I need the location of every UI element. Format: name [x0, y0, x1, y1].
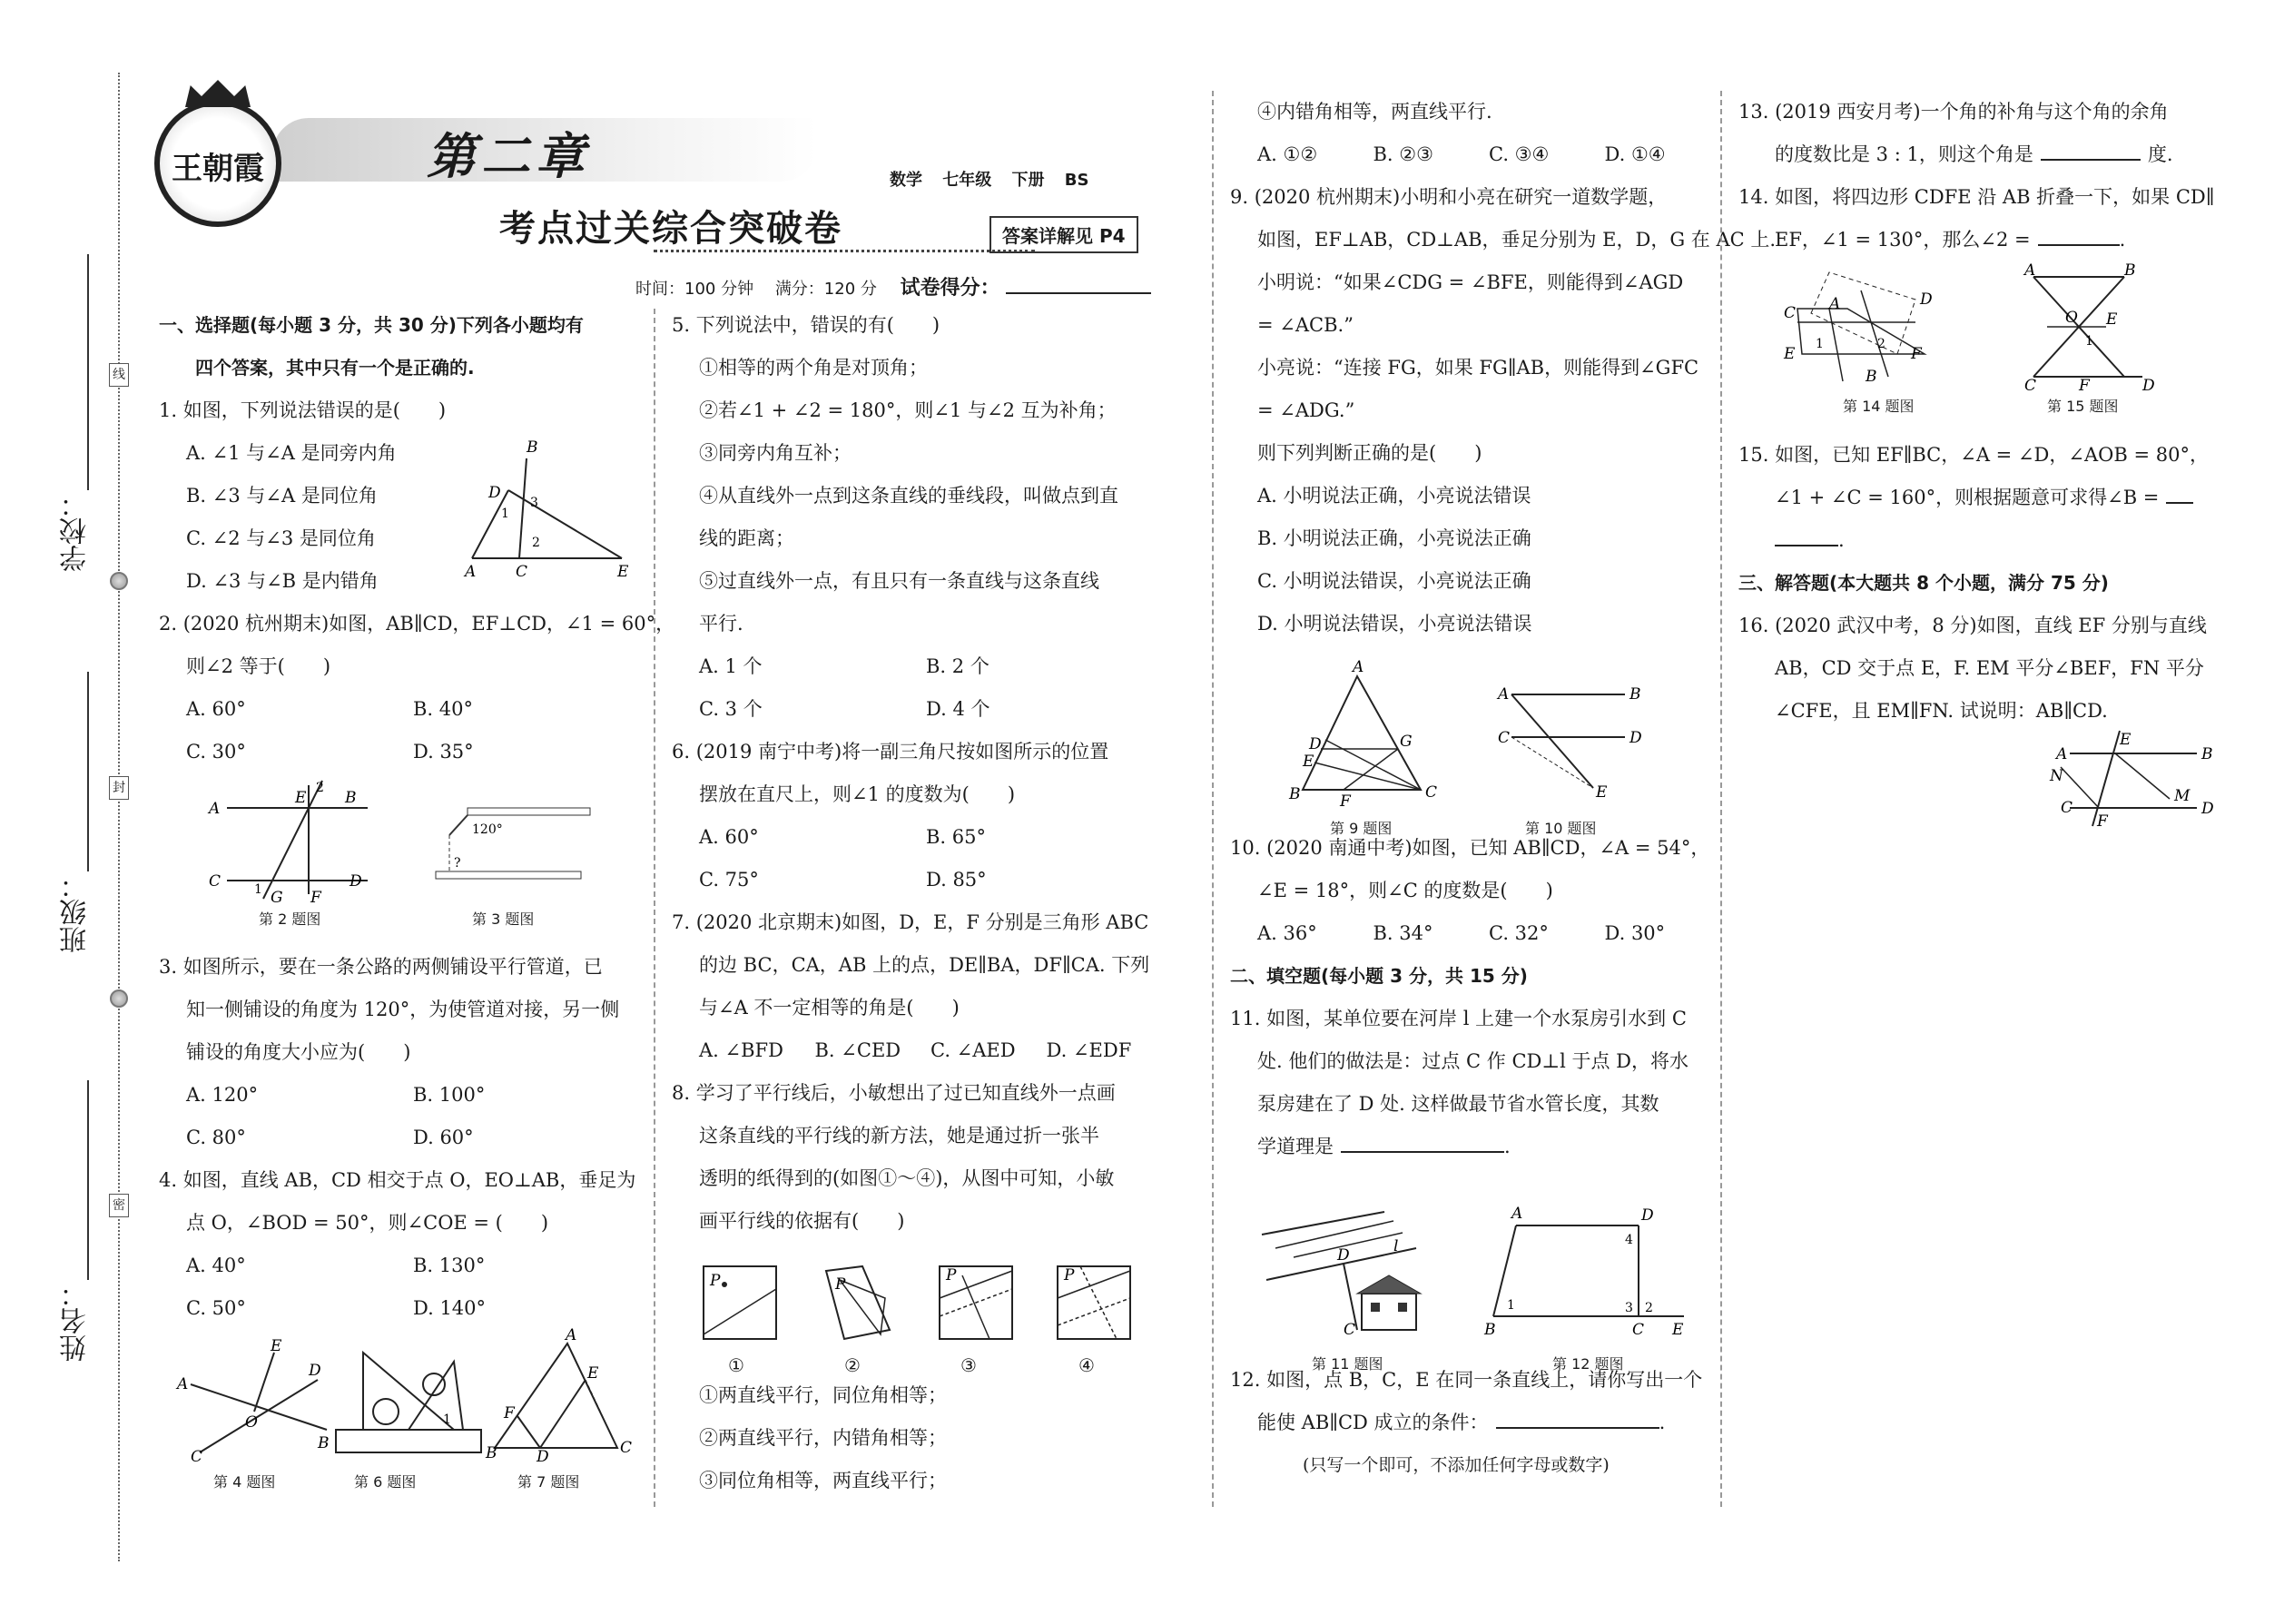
question-13: 13. (2019 西安月考)一个角的补角与这个角的余角 — [1738, 101, 2169, 123]
svg-text:A: A — [465, 563, 477, 581]
svg-text:2: 2 — [1645, 1301, 1653, 1315]
question-1: 1. 如图，下列说法错误的是( ) — [159, 399, 447, 421]
option: C. 80° — [186, 1127, 246, 1148]
svg-text:D: D — [1920, 290, 1933, 309]
figure-q14 — [1779, 268, 1943, 386]
options-row — [159, 1245, 649, 1287]
option: A. 36° — [1257, 922, 1317, 944]
svg-text:1: 1 — [501, 507, 509, 521]
section-heading: 一、选择题(每小题 3 分，共 30 分)下列各小题均有 — [159, 314, 584, 336]
column-divider — [1720, 91, 1722, 1507]
option: C. 3 个 — [699, 698, 763, 720]
question-11: 11. 如图，某单位要在河岸 l 上建一个水泵房引水到 C — [1230, 1008, 1687, 1029]
cut-line — [118, 73, 120, 1561]
svg-text:B: B — [2124, 261, 2136, 280]
answer-reference: 答案详解见 P4 — [989, 216, 1138, 253]
figure-q1 — [454, 436, 635, 581]
svg-text:F: F — [2079, 377, 2090, 395]
option: D. ①④ — [1604, 143, 1666, 165]
svg-text:D: D — [537, 1448, 549, 1466]
question-4: 4. 如图，直线 AB，CD 相交于点 O，EO⊥AB，垂足为 — [159, 1169, 636, 1191]
svg-text:B: B — [486, 1444, 497, 1462]
svg-text:C: C — [1344, 1321, 1356, 1339]
figure-q11 — [1257, 1207, 1430, 1343]
crown-icon — [185, 80, 251, 107]
statement: ②两直线平行，内错角相等； — [699, 1427, 947, 1449]
figure-caption: 第 10 题图 — [1525, 820, 1597, 837]
svg-text:D: D — [1337, 1246, 1350, 1265]
options-row — [672, 688, 1162, 731]
question-8-cont: 这条直线的平行线的新方法，她是通过折一张半 — [699, 1125, 1099, 1147]
statement: ③同位角相等，两直线平行； — [699, 1470, 947, 1491]
svg-text:B: B — [1866, 368, 1877, 386]
option: B. ∠CED — [814, 1039, 901, 1061]
figure-label: ② — [844, 1354, 861, 1376]
figure-q4 — [172, 1337, 336, 1466]
svg-text:A: A — [566, 1326, 577, 1344]
svg-text:E: E — [2120, 731, 2132, 749]
svg-text:P: P — [835, 1275, 846, 1294]
figure-q15 — [2020, 261, 2156, 395]
column-divider — [1212, 91, 1214, 1507]
subject-tags: 数学 七年级 下册 BS — [890, 171, 1089, 190]
exam-time: 时间：100 分钟 — [635, 280, 754, 299]
option: D. ∠3 与∠B 是内错角 — [186, 570, 379, 592]
option: B. 34° — [1373, 922, 1433, 944]
svg-text:E: E — [271, 1337, 282, 1355]
option: D. 4 个 — [926, 698, 990, 720]
svg-text:F: F — [2097, 812, 2108, 831]
option: A. ①② — [1257, 143, 1318, 165]
figure-q12 — [1480, 1207, 1689, 1343]
answer-blank[interactable] — [1496, 1427, 1659, 1429]
paper-title: 考点过关综合突破卷 — [499, 208, 842, 250]
exam-full-score: 满分：120 分 — [774, 280, 877, 299]
question-6: 6. (2019 南宁中考)将一副三角尺按如图所示的位置 — [672, 741, 1109, 763]
brand-logo: 王朝霞 — [154, 100, 281, 227]
figure-caption: 第 9 题图 — [1330, 820, 1393, 837]
figure-q7 — [486, 1326, 633, 1466]
option: C. ∠AED — [930, 1039, 1016, 1061]
binding-hole-icon — [110, 572, 128, 590]
svg-text:1: 1 — [254, 882, 262, 897]
svg-text:C: C — [209, 872, 222, 891]
name-blank[interactable] — [87, 1080, 89, 1280]
figure-caption: 第 2 题图 — [259, 910, 321, 928]
question-16-cont: ∠CFE，且 EM∥FN. 试说明：AB∥CD. — [1775, 700, 2108, 722]
column-divider — [654, 309, 655, 1507]
question-14: 14. 如图，将四边形 CDFE 沿 AB 折叠一下，如果 CD∥ — [1738, 186, 2215, 208]
statement: ①相等的两个角是对顶角； — [699, 357, 928, 379]
options-row — [159, 1117, 649, 1159]
question-11-cont: 处. 他们的做法是：过点 C 作 CD⊥l 于点 D，将水 — [1257, 1050, 1689, 1072]
figure-caption: 第 6 题图 — [354, 1473, 417, 1491]
question-9-cont: 如图，EF⊥AB，CD⊥AB，垂足分别为 E，D，G 在 AC 上. — [1257, 229, 1777, 251]
figure-label: ① — [728, 1354, 744, 1376]
svg-text:C: C — [1498, 729, 1511, 747]
svg-text:1: 1 — [1816, 337, 1824, 351]
options-row — [159, 731, 649, 773]
svg-text:B: B — [345, 789, 357, 807]
svg-text:E: E — [617, 563, 629, 581]
svg-text:C: C — [516, 563, 528, 581]
svg-text:N: N — [2050, 767, 2063, 785]
seal-mark: 线 — [109, 363, 129, 387]
option: C. 小明说法错误，小亮说法正确 — [1257, 570, 1531, 592]
svg-text:2: 2 — [316, 781, 324, 795]
option: D. 85° — [926, 869, 987, 891]
question-8: 8. 学习了平行线后，小敏想出了过已知直线外一点画 — [672, 1082, 1116, 1104]
question-11-cont: 泵房建在了 D 处. 这样做最节省水管长度，其数 — [1257, 1093, 1659, 1115]
option: C. 75° — [699, 869, 759, 891]
svg-text:l: l — [1393, 1237, 1399, 1255]
statement: ③同旁内角互补； — [699, 442, 852, 464]
svg-text:O: O — [245, 1413, 258, 1432]
house-icon — [1362, 1294, 1416, 1330]
option: C. ∠2 与∠3 是同位角 — [186, 527, 376, 549]
score-blank[interactable] — [1006, 292, 1151, 294]
statement: ①两直线平行，同位角相等； — [699, 1384, 947, 1406]
option: A. ∠BFD — [699, 1039, 783, 1061]
question-16: 16. (2020 武汉中考，8 分)如图，直线 EF 分别与直线 — [1738, 615, 2207, 636]
column-4: 13. (2019 西安月考)一个角的补角与这个角的余角 的度数比是 3 : 1，则这个角是 度. 14. 如图，将四边形 CDFE 沿 AB 折叠一下，如果 CD∥ EF，∠1 = 130°，那么∠2 = . 15. 如图，已知 EF∥BC，∠A = ∠D，∠AOB = 80°， ∠1 + ∠C = 160°，则根据题意可求得∠B = . 三、解答题(本大题共 8 个小题，满分 75 分) 16. (2020 武汉中考，8 分)如图，直线 EF 分别与直线 AB，CD 交于点 E，F. EM 平分∠BEF，FN 平分 ∠CFE，且 EM∥FN. 试说明：AB∥CD. — [1738, 91, 2229, 733]
svg-text:C: C — [2061, 799, 2073, 817]
svg-text:D: D — [488, 484, 501, 502]
svg-text:B: B — [318, 1434, 330, 1452]
option: C. 32° — [1489, 922, 1549, 944]
binding-hole-icon — [110, 989, 128, 1008]
question-3-cont: 知一侧铺设的角度为 120°，为使管道对接，另一侧 — [186, 999, 620, 1020]
svg-text:E: E — [587, 1364, 599, 1383]
school-label: 学校： — [60, 490, 92, 572]
option: A. 120° — [186, 1084, 259, 1106]
svg-text:D: D — [350, 872, 362, 891]
answer-blank[interactable] — [1775, 545, 1838, 546]
option: B. 100° — [413, 1084, 486, 1106]
svg-text:E: E — [1303, 753, 1314, 771]
statement: 线的距离； — [699, 527, 794, 549]
statement: 平行. — [699, 613, 743, 635]
question-13-cont: 的度数比是 3 : 1，则这个角是 度. — [1775, 143, 2173, 165]
svg-text:C: C — [1632, 1321, 1645, 1339]
question-9-cont: = ∠ACB.” — [1257, 314, 1354, 336]
svg-text:E: E — [295, 789, 307, 807]
option: D. 30° — [1604, 922, 1666, 944]
question-3-cont: 铺设的角度大小应为( ) — [186, 1041, 411, 1063]
option: D. 小明说法错误，小亮说法错误 — [1257, 613, 1532, 635]
question-11-cont: 学道理是 . — [1257, 1136, 1511, 1157]
chapter-title: 第二章 — [427, 128, 590, 185]
option: D. 35° — [413, 741, 474, 763]
svg-text:A: A — [1829, 295, 1841, 313]
svg-text:A: A — [2024, 261, 2036, 280]
svg-text:D: D — [1641, 1206, 1654, 1225]
question-15-cont: ∠1 + ∠C = 160°，则根据题意可求得∠B = — [1738, 477, 2229, 519]
svg-text:2: 2 — [532, 536, 540, 550]
figure-label: ③ — [960, 1354, 977, 1376]
section-heading: 三、解答题(本大题共 8 个小题，满分 75 分) — [1738, 572, 2109, 594]
binding-strip — [0, 0, 136, 1624]
question-12: 12. 如图，点 B，C，E 在同一条直线上，请你写出一个 — [1230, 1369, 1703, 1391]
option: B. 130° — [413, 1255, 486, 1276]
option: B. 40° — [413, 698, 474, 720]
question-8-cont: 画平行线的依据有( ) — [699, 1210, 905, 1232]
figure-label: ④ — [1078, 1354, 1095, 1376]
section-heading: 四个答案，其中只有一个是正确的. — [195, 357, 475, 379]
question-9-cont: 小亮说：“连接 FG，如果 FG∥AB，则能得到∠GFC — [1257, 357, 1699, 379]
question-3: 3. 如图所示，要在一条公路的两侧铺设平行管道，已 — [159, 956, 603, 978]
svg-text:P: P — [946, 1266, 957, 1284]
options-row — [672, 645, 1162, 688]
option: D. 140° — [413, 1297, 487, 1319]
svg-text:M: M — [2174, 787, 2191, 805]
question-7-cont: 与∠A 不一定相等的角是( ) — [699, 997, 960, 1019]
svg-text:1: 1 — [1507, 1298, 1515, 1313]
option: A. 60° — [186, 698, 246, 720]
question-2-cont: 则∠2 等于( ) — [186, 655, 331, 677]
answer-blank[interactable] — [2041, 159, 2141, 161]
svg-text:D: D — [1629, 729, 1642, 747]
answer-blank[interactable] — [2038, 244, 2120, 246]
question-6-cont: 摆放在直尺上，则∠1 的度数为( ) — [699, 783, 1016, 805]
option: B. 2 个 — [926, 655, 989, 677]
svg-text:A: A — [209, 800, 221, 818]
statement: ④从直线外一点到这条直线的垂线段，叫做点到直 — [699, 485, 1118, 507]
question-8-cont: 透明的纸得到的(如图①～④)，从图中可知，小敏 — [699, 1167, 1115, 1189]
svg-text:D: D — [2201, 800, 2214, 818]
svg-text:4: 4 — [1625, 1233, 1633, 1247]
question-9-cont: = ∠ADG.” — [1257, 399, 1355, 421]
svg-text:D: D — [2142, 377, 2155, 395]
svg-text:A: A — [177, 1375, 189, 1393]
option: A. 1 个 — [699, 655, 763, 677]
seal-mark: 封 — [109, 776, 129, 800]
svg-text:B: B — [1629, 685, 1641, 704]
svg-text:B: B — [527, 438, 538, 457]
option: A. ∠1 与∠A 是同旁内角 — [186, 442, 397, 464]
svg-text:B: B — [1484, 1321, 1496, 1339]
statement: ④内错角相等，两直线平行. — [1257, 101, 1492, 123]
note: (只写一个即可，不添加任何字母或数字) — [1303, 1455, 1610, 1475]
svg-text:E: E — [2106, 310, 2118, 329]
fold-figure-2 — [826, 1266, 890, 1339]
svg-text:E: E — [1784, 345, 1796, 363]
option: B. ②③ — [1373, 143, 1433, 165]
option: C. 50° — [186, 1297, 246, 1319]
question-15: 15. 如图，已知 EF∥BC，∠A = ∠D，∠AOB = 80°， — [1738, 444, 2209, 466]
figure-caption: 第 14 题图 — [1843, 398, 1915, 415]
svg-text:G: G — [271, 889, 283, 907]
class-label: 班级： — [60, 871, 92, 953]
score-label: 试卷得分： — [900, 277, 1000, 300]
answer-blank[interactable] — [2166, 502, 2193, 504]
figure-caption: 第 12 题图 — [1552, 1355, 1624, 1373]
svg-text:2: 2 — [1877, 337, 1885, 351]
options-row — [159, 688, 649, 731]
options-row — [672, 859, 1162, 901]
svg-text:A: A — [2056, 745, 2068, 763]
figure-caption: 第 11 题图 — [1312, 1355, 1383, 1373]
svg-text:F: F — [504, 1404, 515, 1422]
question-4-cont: 点 O，∠BOD = 50°，则∠COE = ( ) — [186, 1212, 549, 1234]
svg-text:C: C — [620, 1439, 633, 1457]
svg-text:C: C — [1425, 783, 1438, 802]
svg-text:C: C — [1784, 304, 1797, 322]
question-9: 9. (2020 杭州期末)小明和小亮在研究一道数学题， — [1230, 186, 1668, 208]
fold-figure-1 — [704, 1266, 776, 1339]
svg-text:P: P — [1064, 1266, 1075, 1284]
question-16-cont: AB，CD 交于点 E，F. EM 平分∠BEF，FN 平分 — [1775, 657, 2204, 679]
option: A. 40° — [186, 1255, 246, 1276]
figure-q10 — [1498, 681, 1652, 802]
question-7: 7. (2020 北京期末)如图，D，E，F 分别是三角形 ABC — [672, 911, 1149, 933]
figure-q2 — [209, 781, 372, 908]
figure-caption: 第 7 题图 — [517, 1473, 580, 1491]
options-row — [672, 816, 1162, 859]
svg-text:C: C — [2024, 377, 2037, 395]
fold-figure-3 — [940, 1266, 1012, 1339]
svg-text:B: B — [1289, 785, 1301, 803]
option: C. 30° — [186, 741, 246, 763]
statement: ⑤过直线外一点，有且只有一条直线与这条直线 — [699, 570, 1099, 592]
option: D. 60° — [413, 1127, 474, 1148]
svg-text:E: E — [1672, 1321, 1684, 1339]
svg-text:F: F — [1340, 792, 1351, 811]
class-blank[interactable] — [87, 672, 89, 871]
figure-q16 — [2043, 726, 2215, 831]
svg-text:O: O — [2065, 309, 2078, 327]
svg-text:120°: 120° — [472, 822, 503, 837]
svg-text:A: A — [1511, 1205, 1523, 1223]
svg-text:P: P — [710, 1272, 721, 1290]
figure-q6 — [327, 1343, 490, 1462]
section-heading: 二、填空题(每小题 3 分，共 15 分) — [1230, 965, 1528, 987]
option: B. 小明说法正确，小亮说法正确 — [1257, 527, 1531, 549]
svg-text:D: D — [309, 1362, 321, 1380]
options-row — [1230, 133, 1720, 176]
option: C. ③④ — [1489, 143, 1550, 165]
figure-caption: 第 3 题图 — [472, 910, 535, 928]
svg-text:C: C — [191, 1448, 203, 1466]
svg-text:?: ? — [454, 856, 461, 871]
svg-text:G: G — [1400, 733, 1413, 751]
question-7-cont: 的边 BC，CA，AB 上的点，DE∥BA，DF∥CA. 下列 — [699, 954, 1150, 976]
svg-text:B: B — [2201, 745, 2213, 763]
statement: ②若∠1 + ∠2 = 180°，则∠1 与∠2 互为补角； — [699, 399, 1117, 421]
answer-blank[interactable] — [1341, 1151, 1504, 1153]
figure-q9 — [1289, 658, 1443, 811]
exam-info — [635, 272, 1151, 300]
question-14-cont: EF，∠1 = 130°，那么∠2 = . — [1775, 229, 2126, 251]
figure-q3 — [431, 799, 595, 890]
option: B. ∠3 与∠A 是同位角 — [186, 485, 378, 507]
option: A. 60° — [699, 826, 759, 848]
question-10: 10. (2020 南通中考)如图，已知 AB∥CD，∠A = 54°， — [1230, 837, 1710, 859]
svg-text:3: 3 — [1625, 1301, 1633, 1315]
svg-text:E: E — [1596, 783, 1608, 802]
options-row — [1230, 912, 1720, 955]
options-row — [672, 1029, 1162, 1072]
svg-text:F: F — [1911, 345, 1922, 363]
svg-text:D: D — [1309, 735, 1322, 753]
svg-text:3: 3 — [530, 496, 538, 510]
options-row — [159, 1287, 649, 1330]
svg-text:A: A — [1353, 658, 1364, 676]
fold-figure-4 — [1058, 1266, 1130, 1339]
question-9-cont: 则下列判断正确的是( ) — [1257, 442, 1482, 464]
option: A. 小明说法正确，小亮说法错误 — [1257, 485, 1531, 507]
title-underline — [654, 250, 1035, 252]
page-header — [145, 91, 1162, 300]
question-5: 5. 下列说法中，错误的有( ) — [672, 314, 940, 336]
question-9-cont: 小明说：“如果∠CDG = ∠BFE，则能得到∠AGD — [1257, 271, 1684, 293]
question-12-cont: 能使 AB∥CD 成立的条件： . — [1257, 1412, 1666, 1433]
svg-text:F: F — [310, 889, 321, 907]
school-blank[interactable] — [87, 254, 89, 490]
figure-caption: 第 4 题图 — [213, 1473, 276, 1491]
question-2: 2. (2020 杭州期末)如图，AB∥CD，EF⊥CD，∠1 = 60°， — [159, 613, 675, 635]
options-row — [159, 1074, 649, 1117]
svg-text:A: A — [1498, 685, 1510, 704]
option: B. 65° — [926, 826, 987, 848]
svg-text:1: 1 — [443, 1412, 451, 1427]
figure-caption: 第 15 题图 — [2047, 398, 2119, 415]
svg-text:1: 1 — [2085, 334, 2093, 349]
question-10-cont: ∠E = 18°，则∠C 的度数是( ) — [1257, 880, 1553, 901]
option: D. ∠EDF — [1046, 1039, 1132, 1061]
seal-mark: 密 — [109, 1194, 129, 1217]
name-label: 姓名： — [60, 1280, 92, 1362]
